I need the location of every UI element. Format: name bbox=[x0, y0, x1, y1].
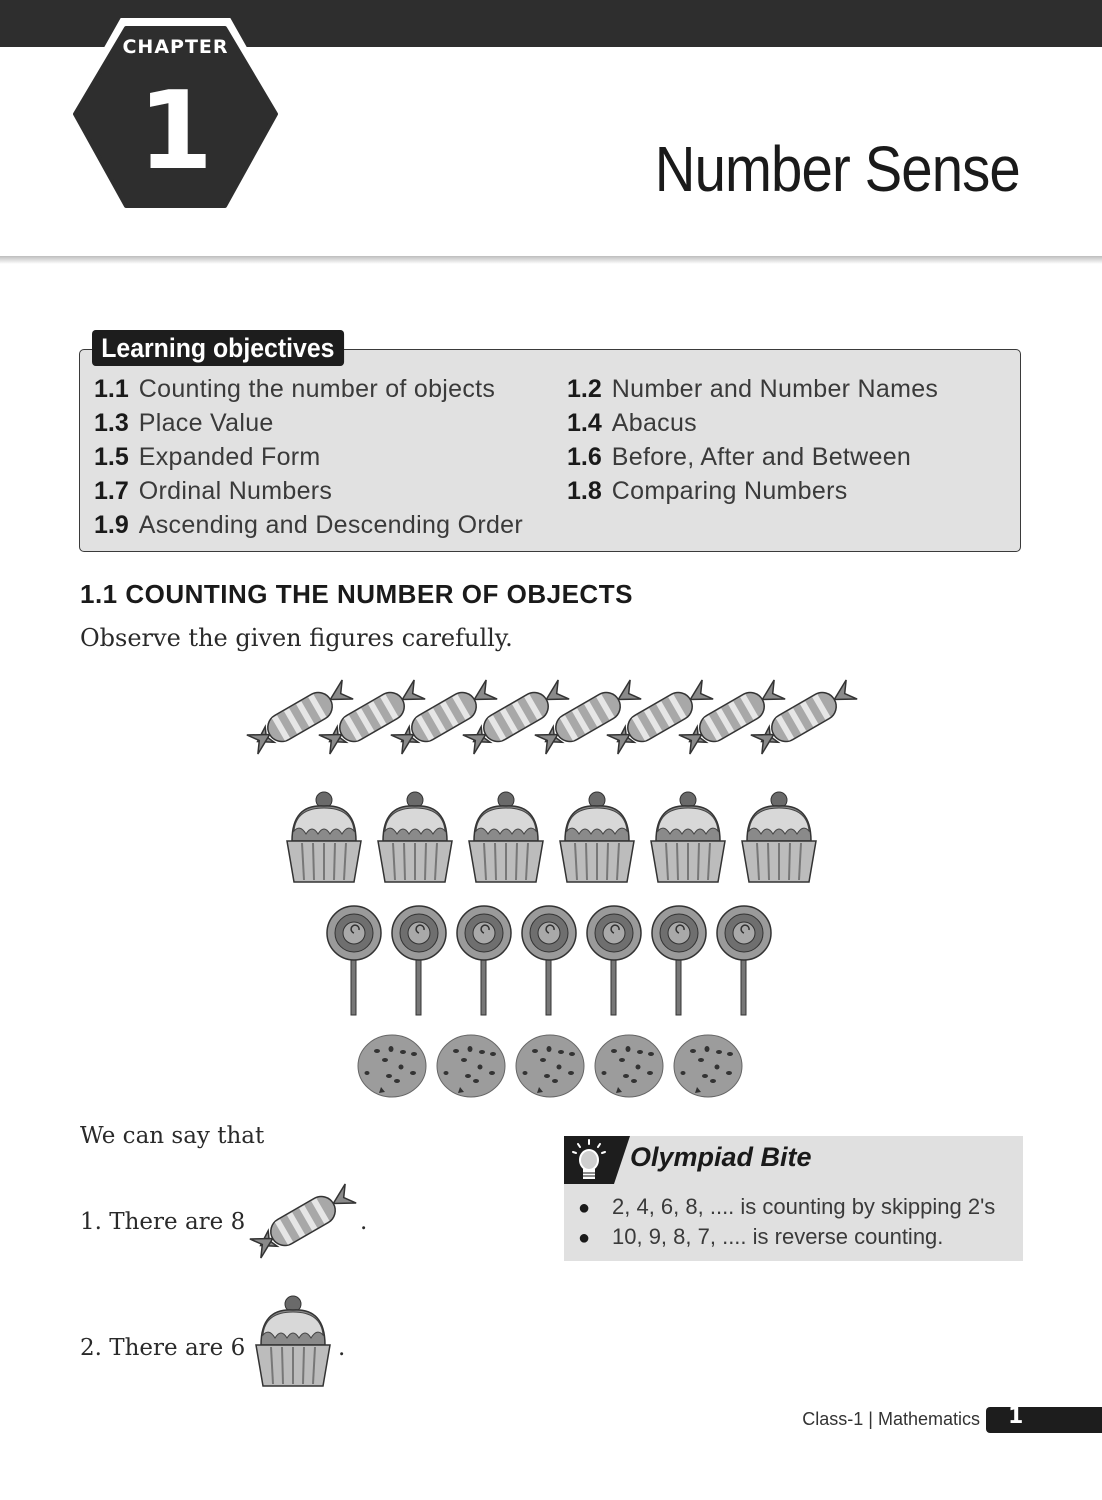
cupcake-icon bbox=[648, 786, 728, 884]
olympiad-bullet: ● 2, 4, 6, 8, .... is counting by skipping 2's bbox=[578, 1194, 996, 1219]
candy-icon bbox=[246, 1174, 361, 1273]
header-divider bbox=[0, 256, 1102, 264]
bullet-icon: ● bbox=[578, 1227, 591, 1249]
cookie-icon bbox=[515, 1033, 585, 1099]
candy-icon bbox=[747, 670, 862, 765]
cupcake-icon bbox=[375, 786, 455, 884]
olympiad-bite-title: Olympiad Bite bbox=[630, 1142, 812, 1172]
lollipop-icon bbox=[455, 905, 513, 1017]
learning-objectives-title: Learning objectives bbox=[92, 330, 344, 366]
cookie-row bbox=[357, 1033, 743, 1099]
cupcake-row bbox=[284, 786, 819, 884]
lollipop-icon bbox=[585, 905, 643, 1017]
cupcake-icon bbox=[557, 786, 637, 884]
cookie-icon bbox=[673, 1033, 743, 1099]
page-number-tab bbox=[986, 1407, 1102, 1433]
page-number: 1 bbox=[1008, 1404, 1024, 1429]
olympiad-bite-panel bbox=[564, 1136, 1023, 1261]
lollipop-icon bbox=[325, 905, 383, 1017]
objective-item: 1.4 Abacus bbox=[567, 409, 697, 437]
lollipop-icon bbox=[520, 905, 578, 1017]
statement-2-end: . bbox=[338, 1335, 346, 1361]
cookie-icon bbox=[357, 1033, 427, 1099]
statement-2: 2. There are 6 bbox=[80, 1335, 246, 1361]
chapter-number: 1 bbox=[137, 69, 214, 194]
statement-1-end: . bbox=[360, 1209, 368, 1235]
lollipop-icon bbox=[390, 905, 448, 1017]
statement-1: 1. There are 8 bbox=[80, 1209, 246, 1235]
lightbulb-icon bbox=[564, 1136, 630, 1184]
cookie-icon bbox=[594, 1033, 664, 1099]
section-intro: Observe the given figures carefully. bbox=[80, 624, 513, 652]
bullet-icon: ● bbox=[578, 1197, 591, 1219]
objective-item: 1.2 Number and Number Names bbox=[567, 375, 939, 403]
objective-item: 1.1 Counting the number of objects bbox=[94, 375, 496, 403]
candy-row bbox=[243, 670, 862, 765]
cookie-icon bbox=[436, 1033, 506, 1099]
chapter-badge bbox=[68, 18, 283, 213]
objective-item: 1.5 Expanded Form bbox=[94, 443, 321, 471]
chapter-label: CHAPTER bbox=[122, 36, 229, 58]
lollipop-icon bbox=[650, 905, 708, 1017]
cupcake-icon bbox=[253, 1290, 333, 1392]
cupcake-icon bbox=[466, 786, 546, 884]
lollipop-row bbox=[325, 905, 773, 1017]
footer-label: Class-1 | Mathematics bbox=[802, 1409, 980, 1429]
lollipop-icon bbox=[715, 905, 773, 1017]
we-can-say-text: We can say that bbox=[80, 1123, 265, 1149]
cupcake-icon bbox=[284, 786, 364, 884]
objective-item: 1.9 Ascending and Descending Order bbox=[94, 511, 523, 539]
chapter-title: Number Sense bbox=[654, 133, 1020, 205]
objective-item: 1.8 Comparing Numbers bbox=[567, 477, 848, 505]
section-heading: 1.1 COUNTING THE NUMBER OF OBJECTS bbox=[80, 579, 633, 609]
objective-item: 1.6 Before, After and Between bbox=[567, 443, 912, 471]
olympiad-bullet: ● 10, 9, 8, 7, .... is reverse counting. bbox=[578, 1224, 944, 1249]
cupcake-icon bbox=[739, 786, 819, 884]
objective-item: 1.3 Place Value bbox=[94, 409, 274, 437]
objective-item: 1.7 Ordinal Numbers bbox=[94, 477, 333, 505]
